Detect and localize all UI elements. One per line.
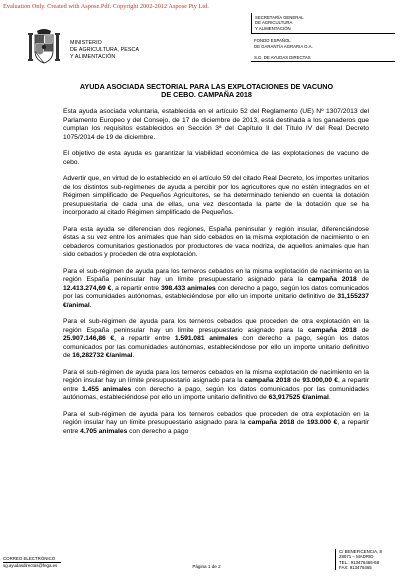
text-run: 63,917525 €/animal [268, 394, 329, 401]
text-run: , a repartir entre [114, 335, 175, 342]
text-run: de [294, 419, 307, 426]
paragraph [63, 268, 369, 311]
subdirectorate-name: S.G. DE AYUDAS DIRECTAS [251, 52, 395, 62]
text-run: . [132, 352, 135, 359]
text-run: . [89, 301, 92, 309]
email-label: CORREO ELECTRÓNICO [3, 556, 61, 563]
spanish-coat-of-arms-icon [26, 27, 62, 67]
paragraph: El objetivo de esta ayuda es garantizar la viabilidad económica de las explotaciones de vacuno de cebo. [63, 150, 369, 166]
fega-block [251, 34, 395, 49]
text-run: Para el sub-régimen de ayuda para los terneros cebados que proceden de otra explotación en la región España peninsular hay un límite presupuestario asignado para la [63, 318, 369, 334]
page-number: Página 1 de 2 [192, 564, 221, 569]
paragraph: Advertir que, en virtud de lo establecido en el artículo 59 del citado Real Decreto, los importes unitarios de los distintos sub-regímenes de ayuda a percibir por los agricultores que no estén integrados en el Régimen simplificado de Pequeños Agricultores, se ha determinado teniendo en cuenta la dotación presupuestaria de cada una de ellas, una vez descontada la parte de la dotación que se ha incorporado al citado Régimen simplificado de Pequeños. [63, 175, 369, 216]
address-line: 28071 – MADRID [339, 554, 374, 560]
paragraph: Para esta ayuda se diferencian dos regiones, España peninsular y región insular, diferenciándose éstas a su vez entre los animales que han sido cebados en la misma explotación de nacimiento o en cebaderos comunitarios gestionados por productores de vaca nodriza, de aquellos animales que han sido cebados y proceden de otra explotación. [63, 225, 369, 258]
paragraph [63, 369, 369, 403]
secretariat-line: SECRETARÍA GENERAL [255, 15, 304, 20]
text-run: con derecho a pago, según los datos comunicados por las comunidades autónomas, estableciéndose por ello un importe unitario definitivo de [63, 385, 369, 401]
text-run: de [356, 326, 370, 334]
fax-number: FAX: 913476465 [339, 564, 372, 570]
paragraph [63, 411, 369, 437]
document-body [63, 108, 369, 444]
text-run: . [328, 394, 331, 401]
text-run: , a repartir entre [111, 284, 162, 292]
text-run: , a repartir entre [63, 419, 369, 435]
text-run: 31,155237 €/animal [63, 293, 369, 309]
text-run: Para el sub-régimen de ayuda para los terneros cebados en la misma explotación de nacimiento en la región España peninsular hay un límite presupuestario asignado para la [63, 267, 369, 283]
text-run: campaña 2018 [307, 326, 357, 334]
text-run: Para el sub-régimen de ayuda para los terneros cebados en la misma explotación de nacimiento en la región insular hay un límite presupuestario asignado para la [63, 368, 369, 384]
text-run: campaña 2018 [307, 276, 357, 283]
text-run: con derecho a pago, según los datos comunicados por las comunidades autónomas, estableciéndose por ello un importe unitario definitivo de [63, 335, 370, 359]
text-run: de [356, 276, 370, 283]
footer-address [335, 549, 382, 570]
text-run: con derecho a pago, según los datos comunicados por las comunidades autónomas, estableciéndose por ello un importe unitario definitivo de [63, 284, 370, 300]
text-run: 25.907.146,86 € [63, 335, 115, 342]
title-line: DE CEBO. CAMPAÑA 2018 [161, 90, 252, 100]
paragraph [63, 318, 369, 361]
text-run: 4.705 animales [80, 427, 128, 435]
text-run: 398.433 animales [161, 284, 216, 292]
text-run: Para el sub-régimen de ayuda para los terneros cebados que proceden de otra explotación en la región insular hay un límite presupuestario asignado para la [63, 410, 369, 426]
secretariat-line: DE AGRICULTURA [255, 20, 293, 26]
phone-number: TEL.: 913476466-68 [339, 559, 380, 565]
ministry-line: DE AGRICULTURA, PESCA [70, 47, 140, 54]
text-run: 12.413.274,69 € [63, 284, 112, 292]
text-run: 16,282732 €/animal [72, 352, 133, 359]
text-run: 1.455 animales [82, 385, 132, 393]
secretariat-box [251, 13, 395, 34]
email-address: sg.ayudasdirectas@fega.es [3, 562, 58, 568]
paragraph: Esta ayuda asociada voluntaria, establecida en el artículo 52 del Reglamento (UE) Nº 1307/2013 del Parlamento Europeo y del Consejo, de 17 de diciembre de 2013, está destinada a los ganaderos que cumplan los requisitos establecidos en Sección 3ª del Capítulo II del Título IV del Real Decreto 1075/2014 de 19 de diciembre. [63, 108, 369, 141]
document-title [40, 83, 373, 99]
text-run: campaña 2018 [248, 419, 295, 426]
text-run: 193.000 € [306, 419, 338, 426]
title-line: AYUDA ASOCIADA SECTORIAL PARA LAS EXPLOTACIONES DE VACUNO [79, 82, 334, 91]
text-run: campaña 2018 [244, 377, 291, 384]
ministry-line: Y ALIMENTACIÓN [70, 54, 116, 61]
fega-line: FONDO ESPAÑOL [254, 38, 291, 44]
address-line: C/ BENEFICENCIA, 8 [339, 549, 382, 554]
text-run: 1.591.081 animales [174, 335, 238, 342]
text-run: 93.000,00 € [302, 377, 338, 384]
text-run: de [290, 377, 303, 384]
text-run: con derecho a pago [127, 427, 189, 435]
text-run: , a repartir entre [63, 377, 370, 393]
header-organization-block [251, 13, 395, 62]
secretariat-line: Y ALIMENTACIÓN [255, 25, 291, 31]
ministry-line: MINISTERIO [70, 40, 102, 46]
watermark-text: Evaluation Only. Created with Aspose.Pdf. Copyright 2002-2012 Aspose Pty Ltd. [3, 3, 209, 10]
fega-line: DE GARANTÍA AGRARIA O.A. [254, 43, 313, 49]
ministry-name [70, 40, 139, 62]
